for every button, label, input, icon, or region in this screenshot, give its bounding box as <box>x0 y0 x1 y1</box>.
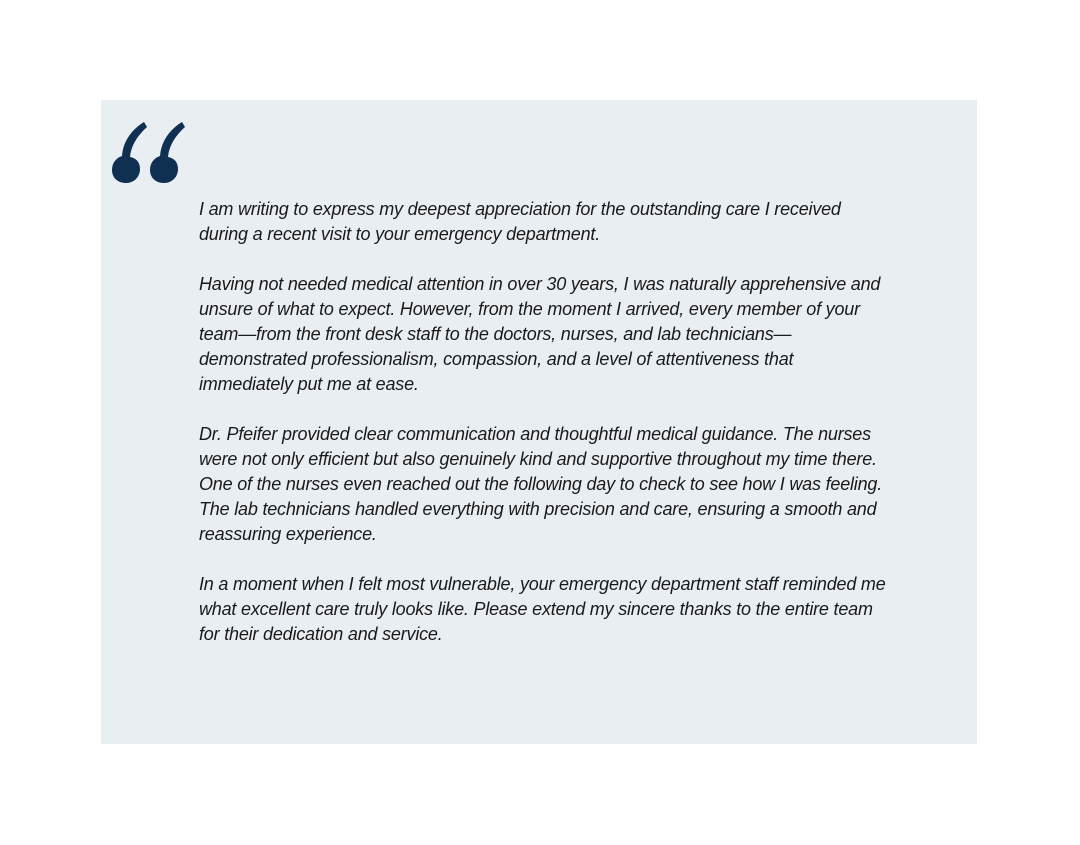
paragraph: Dr. Pfeifer provided clear communication and thoughtful medical guidance. The nurses were not only efficient but also genuinely kind and supportive throughout my time there. One of the nurses even reached out the following day to check to see how I was feeling. The lab technicians handled everything with precision and care, ensuring a smooth and reassuring experience. <box>199 424 883 544</box>
testimonial-text <box>199 197 889 647</box>
open-quote-icon <box>111 120 186 185</box>
paragraph: I am writing to express my deepest appreciation for the outstanding care I received during a recent visit to your emergency department. <box>199 199 841 244</box>
paragraph: In a moment when I felt most vulnerable, your emergency department staff reminded me what excellent care truly looks like. Please extend my sincere thanks to the entire team for their dedication and service. <box>199 574 886 644</box>
testimonial-card <box>101 100 977 744</box>
paragraph: Having not needed medical attention in over 30 years, I was naturally apprehensive and unsure of what to expect. However, from the moment I arrived, every member of your team—from the front desk staff to the doctors, nurses, and lab technicians—demonstrated professionalism, compassion, and a level of attentiveness that immediately put me at ease. <box>199 274 881 394</box>
